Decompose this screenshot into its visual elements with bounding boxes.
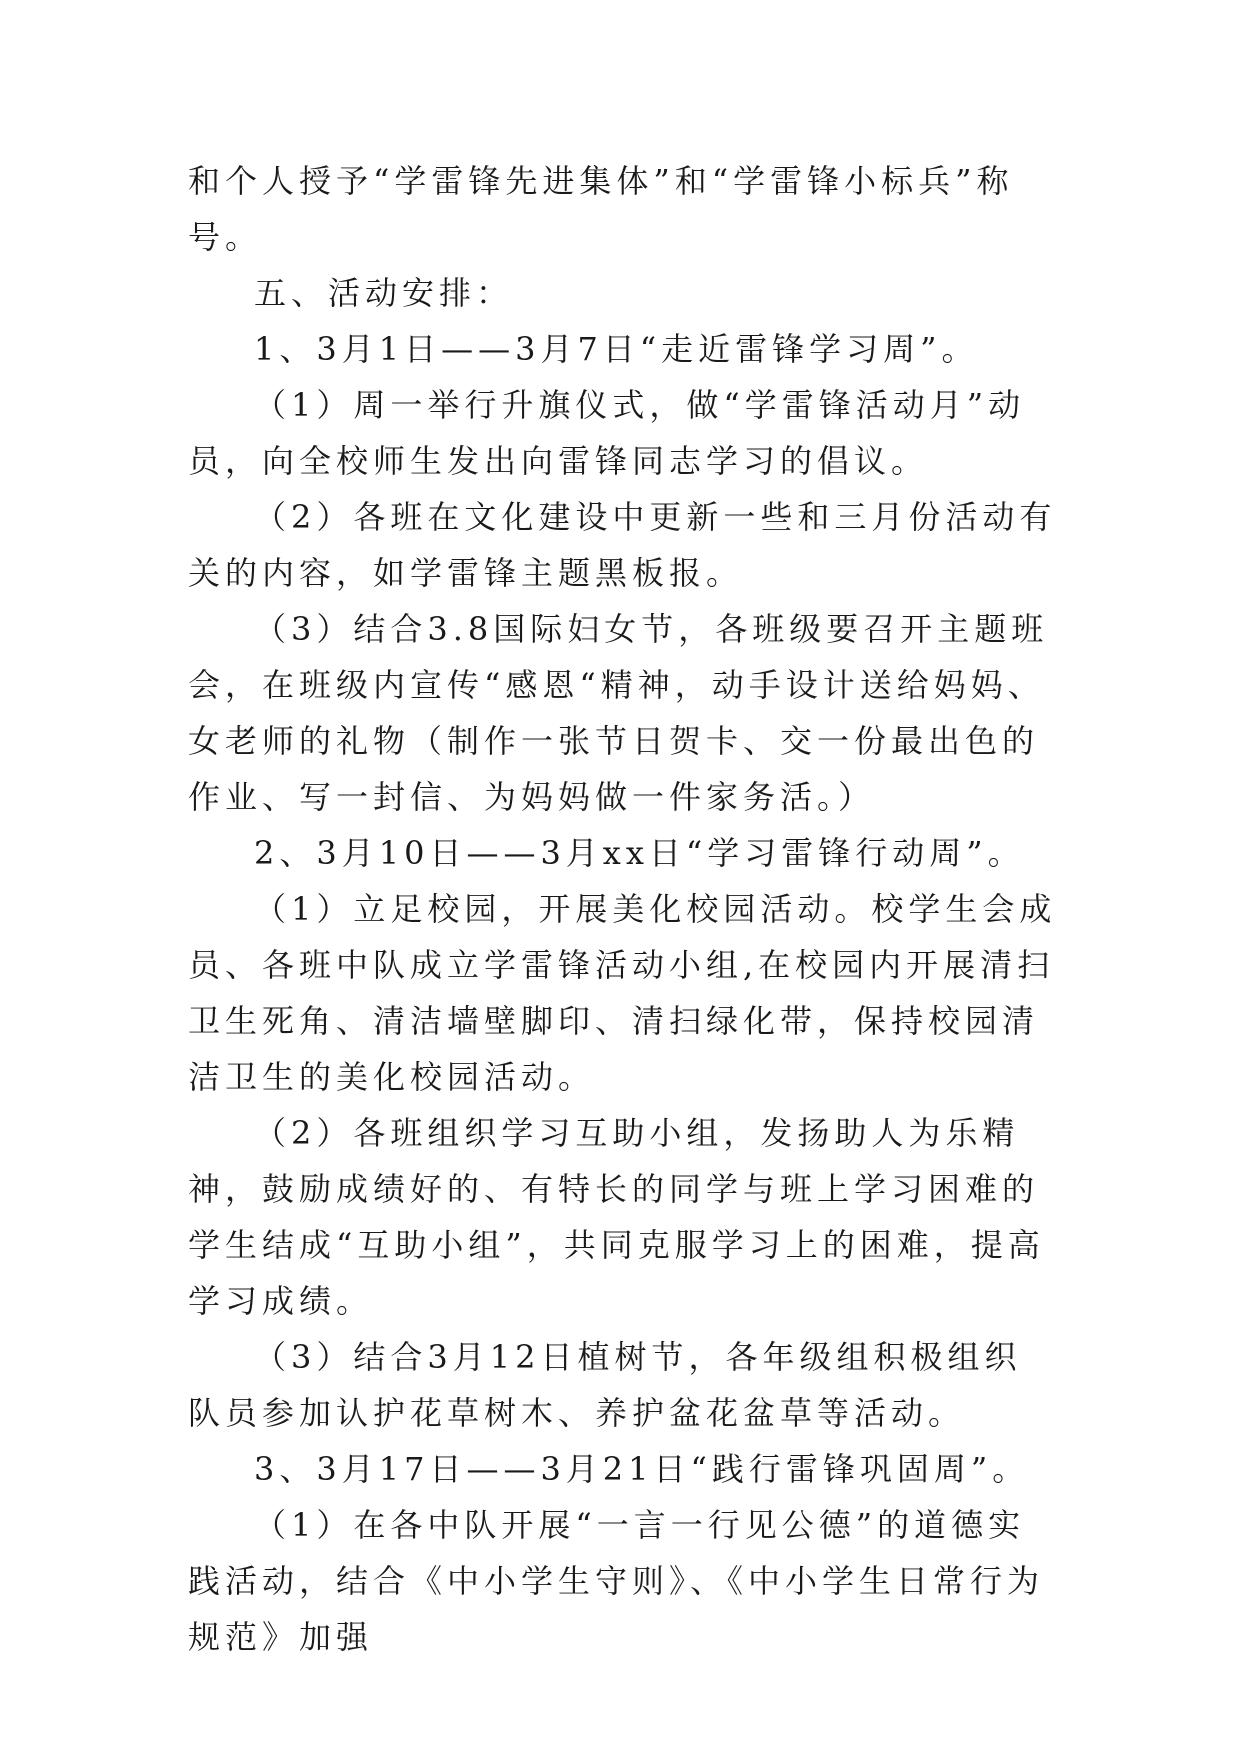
paragraph: （1）在各中队开展“一言一行见公德”的道德实践活动，结合《中小学生守则》、《中小学生日常行为规范》加强 xyxy=(188,1506,1045,1656)
paragraph: （3）结合3.8国际妇女节，各班级要召开主题班会，在班级内宣传“感恩“精神，动手设计送给妈妈、女老师的礼物（制作一张节日贺卡、交一份最出色的作业、写一封信、为妈妈做一件家务活。） xyxy=(188,610,1049,816)
paragraph: （2）各班在文化建设中更新一些和三月份活动有关的内容，如学雷锋主题黑板报。 xyxy=(188,498,1057,592)
subsection-heading: 2、3月10日——3月xx日“学习雷锋行动周”。 xyxy=(254,834,1025,872)
section-heading: 五、活动安排： xyxy=(254,274,514,312)
document-body xyxy=(188,153,1058,1665)
paragraph: （2）各班组织学习互助小组，发扬助人为乐精神，鼓励成绩好的、有特长的同学与班上学习困难的学生结成“互助小组”，共同克服学习上的困难，提高学习成绩。 xyxy=(188,1114,1045,1320)
paragraph: （1）周一举行升旗仪式，做“学雷锋活动月”动员，向全校师生发出向雷锋同志学习的倡议。 xyxy=(188,386,1026,480)
subsection-heading: 1、3月1日——3月7日“走近雷锋学习周”。 xyxy=(254,330,979,368)
paragraph: （3）结合3月12日植树节，各年级组积极组织队员参加认护花草树木、养护盆花盆草等活动。 xyxy=(188,1338,1022,1432)
paragraph: （1）立足校园，开展美化校园活动。校学生会成员、各班中队成立学雷锋活动小组,在校园内开展清扫卫生死角、清洁墙壁脚印、清扫绿化带，保持校园清洁卫生的美化校园活动。 xyxy=(188,890,1057,1096)
subsection-heading: 3、3月17日——3月21日“践行雷锋巩固周”。 xyxy=(254,1450,1030,1488)
paragraph: 和个人授予“学雷锋先进集体”和“学雷锋小标兵”称号。 xyxy=(188,162,1014,256)
